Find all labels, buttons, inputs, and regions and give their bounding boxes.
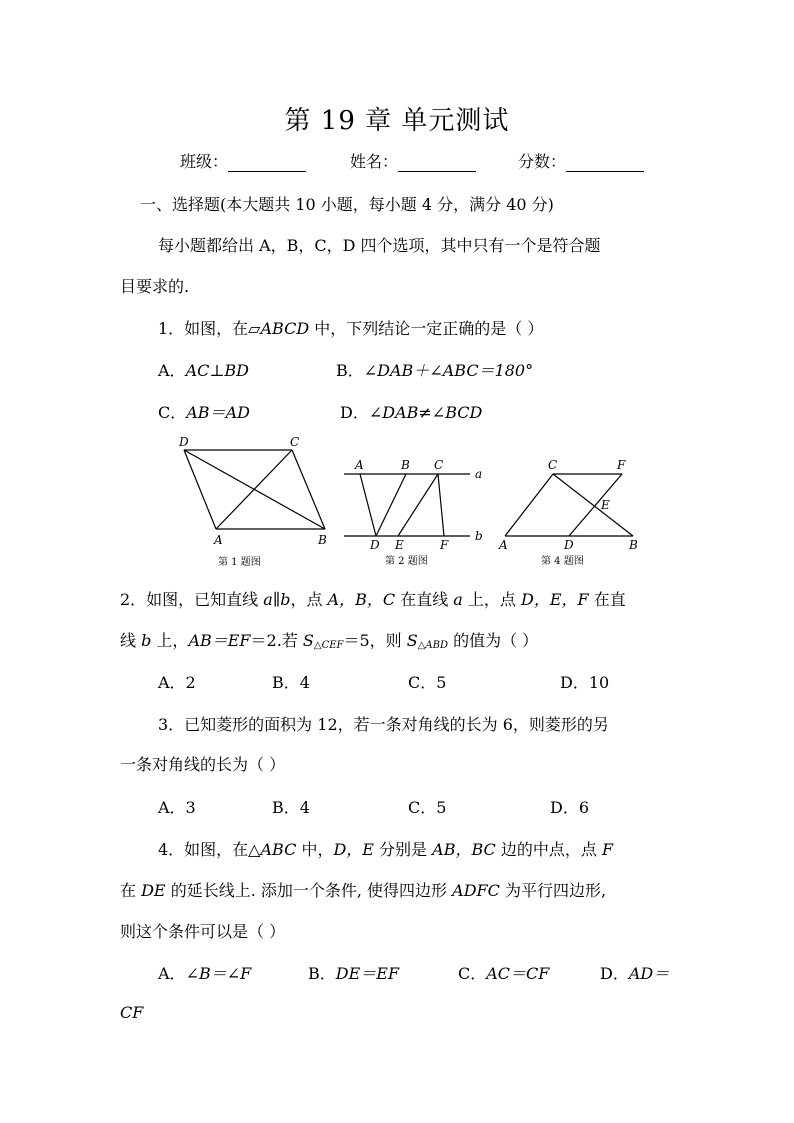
q2-text: 2．如图，已知直线	[120, 590, 264, 609]
q4-text: 边的中点，点	[495, 840, 602, 859]
q4-option-d-text: AD＝	[628, 964, 670, 983]
q1-option-a-text: AC⊥BD	[185, 361, 249, 380]
class-field	[180, 149, 306, 172]
q2-option-d: D．10	[560, 673, 610, 692]
q4-option-a-label: A．	[158, 964, 186, 983]
q4-text: 4．如图，在△	[158, 840, 261, 859]
q3-option-c: C．5	[408, 798, 447, 817]
q3-stem-line2: 一条对角线的长为（ ）	[120, 755, 286, 774]
q1-stem-b: ABCD	[260, 319, 310, 338]
page-title: 第 19 章 单元测试	[284, 106, 510, 136]
q2-subscript: △ABD	[417, 640, 448, 651]
q4-option-d-label: D．	[600, 964, 629, 983]
q4-option-c-text: AC＝CF	[486, 964, 550, 983]
fig4-caption: 第 4 题图	[541, 556, 584, 567]
q4-option-b-label: B．	[308, 964, 336, 983]
q4-text: 中，	[296, 840, 334, 859]
q2-math: S	[302, 631, 314, 650]
q2-math: S	[406, 631, 418, 650]
q1-option-d-text: ∠DAB≠∠BCD	[368, 403, 483, 422]
q4-option-a	[158, 961, 251, 984]
fig4-label-a: A	[499, 538, 508, 552]
q4-math: D，E	[333, 840, 374, 859]
q2-math: AB＝EF	[188, 631, 251, 650]
q1-option-b-text: ∠DAB＋∠ABC＝180°	[363, 361, 534, 380]
q4-option-b-text: DE＝EF	[335, 964, 400, 983]
q2-math: A，B，C	[327, 590, 396, 609]
q4-option-a-text: ∠B＝∠F	[185, 964, 252, 983]
q4-stem-line2	[120, 878, 606, 901]
q2-text: ，点	[290, 590, 328, 609]
q4-option-b	[308, 961, 399, 984]
figure-4-triangle	[495, 452, 655, 572]
fig1-label-c: C	[290, 435, 300, 449]
q1-option-d-label: D．	[340, 403, 369, 422]
q4-option-c	[458, 961, 549, 984]
class-blank[interactable]	[228, 153, 306, 172]
q2-option-a: A．2	[158, 673, 196, 692]
figure-2-parallel-lines	[340, 452, 500, 572]
q1-option-b	[336, 358, 533, 381]
q2-option-c: C．5	[408, 673, 447, 692]
q4-math: F	[601, 840, 614, 859]
section1-intro-line2: 目要求的.	[120, 277, 190, 296]
q2-text: 在直线	[395, 590, 454, 609]
q4-text: 的延长线上. 添加一个条件, 使得四边形	[165, 881, 453, 900]
fig2-label-a: A	[355, 458, 364, 472]
q2-math: b	[141, 631, 152, 650]
q1-option-b-label: B．	[336, 361, 364, 380]
q1-option-a	[158, 358, 249, 381]
fig2-label-line-a: a	[475, 467, 483, 481]
q4-option-d-continued: CF	[120, 1003, 144, 1022]
fig2-label-b: B	[401, 458, 410, 472]
score-field	[518, 149, 644, 172]
name-label: 姓名：	[350, 152, 399, 171]
q2-text: 在直	[588, 590, 626, 609]
class-label: 班级：	[180, 152, 229, 171]
score-blank[interactable]	[566, 153, 644, 172]
q1-stem-c: 中，下列结论一定正确的是（ ）	[309, 319, 544, 338]
q1-stem-a: 1．如图，在▱	[158, 319, 261, 338]
fig2-label-line-b: b	[475, 529, 483, 543]
q4-stem-line1	[158, 837, 613, 860]
q4-text: 为平行四边形,	[499, 881, 607, 900]
section1-heading: 一、选择题(本大题共 10 小题，每小题 4 分，满分 40 分)	[140, 195, 554, 214]
q1-option-c-text: AB＝AD	[186, 403, 250, 422]
q3-stem-line1: 3．已知菱形的面积为 12，若一条对角线的长为 6，则菱形的另	[158, 715, 609, 734]
q2-math: a	[453, 590, 463, 609]
q4-math: ADFC	[452, 881, 500, 900]
q4-text: 在	[120, 881, 142, 900]
name-field	[350, 149, 476, 172]
fig4-label-b: B	[629, 538, 638, 552]
name-blank[interactable]	[398, 153, 476, 172]
q4-option-c-label: C．	[458, 964, 487, 983]
q4-math: AB，BC	[432, 840, 496, 859]
q2-option-b: B．4	[272, 673, 310, 692]
q2-math: a∥b	[263, 590, 291, 609]
q2-text: 线	[120, 631, 142, 650]
q3-option-b: B．4	[272, 798, 310, 817]
q2-stem-line1	[120, 587, 626, 610]
q2-subscript: △CEF	[313, 640, 344, 651]
figure-1-parallelogram	[170, 432, 340, 572]
q2-stem-line2	[120, 628, 538, 651]
q4-stem-line3: 则这个条件可以是（ ）	[120, 922, 286, 941]
q4-math: DE	[141, 881, 166, 900]
q2-text: 上，	[151, 631, 189, 650]
q1-stem	[158, 316, 543, 339]
q3-option-d: D．6	[550, 798, 590, 817]
fig4-label-d: D	[564, 538, 574, 552]
q2-text: ＝2.若	[250, 631, 303, 650]
q4-math: ABC	[260, 840, 297, 859]
fig2-label-d: D	[370, 538, 380, 552]
fig2-label-c: C	[434, 458, 444, 472]
fig4-label-e: E	[601, 498, 610, 512]
fig1-caption: 第 1 题图	[218, 557, 261, 568]
fig2-label-e: E	[395, 538, 404, 552]
fig1-label-b: B	[318, 533, 327, 547]
fig1-label-a: A	[214, 533, 223, 547]
fig2-label-f: F	[440, 538, 449, 552]
q2-text: ＝5，则	[343, 631, 407, 650]
q4-option-d	[600, 961, 669, 984]
q3-option-a: A．3	[158, 798, 196, 817]
section1-intro-line1: 每小题都给出 A，B，C，D 四个选项，其中只有一个是符合题	[158, 236, 601, 255]
q2-text: 上，点	[462, 590, 522, 609]
q1-option-a-label: A．	[158, 361, 186, 380]
q4-text: 分别是	[373, 840, 433, 859]
fig1-label-d: D	[179, 435, 189, 449]
fig4-label-f: F	[617, 458, 626, 472]
q2-math: D，E，F	[521, 590, 589, 609]
q1-option-c-label: C．	[158, 403, 187, 422]
q1-option-c	[158, 400, 250, 423]
q1-option-d	[340, 400, 482, 423]
fig2-caption: 第 2 题图	[385, 556, 428, 567]
score-label: 分数：	[518, 152, 567, 171]
fig4-label-c: C	[548, 458, 558, 472]
q2-text: 的值为（ ）	[448, 631, 539, 650]
